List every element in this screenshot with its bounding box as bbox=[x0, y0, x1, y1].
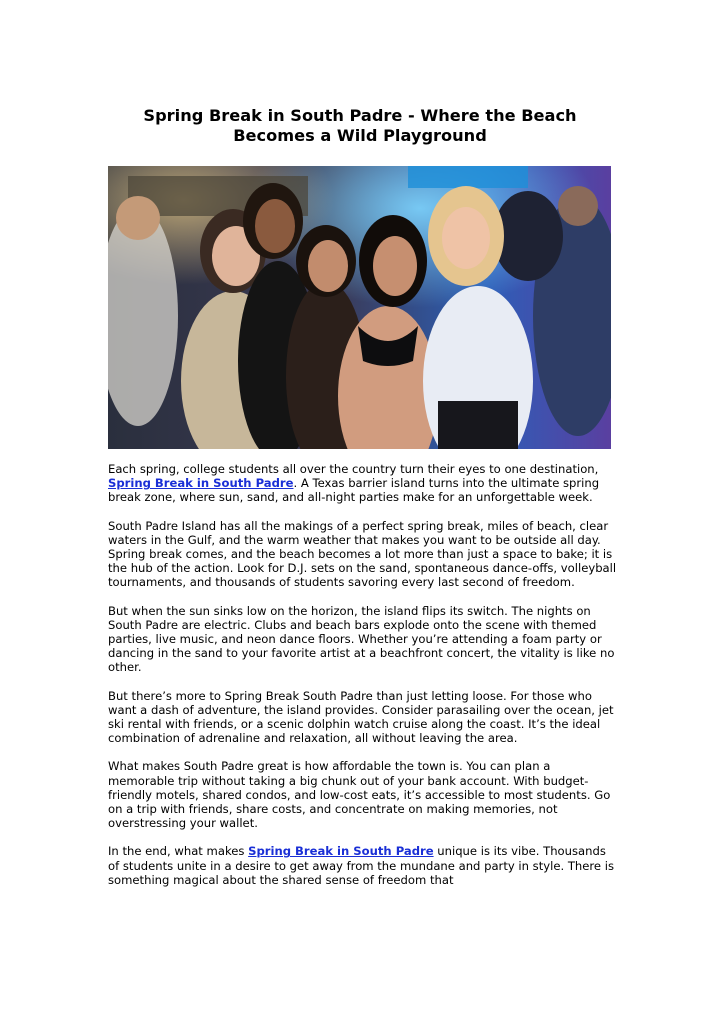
page-title: Spring Break in South Padre - Where the Beach Becomes a Wild Playground bbox=[143, 106, 577, 145]
paragraph-nightlife: But when the sun sinks low on the horizon, the island flips its switch. The nights on South Padre are electric. Clubs and beach bars explode onto the scene with themed parties, live music, and neon dance floors. Whether you’re attending a foam party or dancing in the sand to your favorite artist at a beachfront concert, the vitality is like no other. bbox=[108, 603, 615, 675]
paragraph-intro bbox=[108, 462, 620, 505]
spring-break-link[interactable]: Spring Break in South Padre bbox=[108, 476, 294, 491]
paragraph-affordable: What makes South Padre great is how affordable the town is. You can plan a memorable trip without taking a big chunk out of your bank account. With budget-friendly motels, shared condos, and low-cost eats, it’s accessible to most students. Go on a trip with friends, share costs, and concentrate on making memories, not overstressing your wallet. bbox=[108, 759, 611, 831]
paragraph-adventure: But there’s more to Spring Break South Padre than just letting loose. For those who want a dash of adventure, the island provides. Consider parasailing over the ocean, jet ski rental with friends, or a scenic dolphin watch cruise along the coast. It’s the ideal combination of adrenaline and relaxation, all without leaving the area. bbox=[108, 688, 614, 746]
party-photo bbox=[108, 166, 611, 449]
paragraph-beach: South Padre Island has all the makings of a perfect spring break, miles of beach, clear waters in the Gulf, and the warm weather that makes you want to be outside all day. Spring break comes, and the beach becomes a lot more than just a space to bake; it is the hub of the action. Look for D.J. sets on the sand, spontaneous dance-offs, volleyball tournaments, and thousands of students savoring every last second of freedom. bbox=[108, 518, 617, 590]
article-photo bbox=[108, 166, 611, 449]
spring-break-link[interactable]: Spring Break in South Padre bbox=[248, 844, 434, 859]
paragraph-text: In the end, what makes bbox=[108, 844, 249, 859]
paragraph-text: . A Texas barrier island turns into the ultimate spring break zone, where sun, sand, and all-night parties make for an unforgettable week. bbox=[108, 476, 600, 505]
paragraph-text: unique is its vibe. Thousands of students unite in a desire to get away from the mundane and party in style. There is something magical about the shared sense of freedom that bbox=[108, 844, 614, 887]
paragraph-conclusion bbox=[108, 844, 620, 887]
paragraph-text: Each spring, college students all over the country turn their eyes to one destination, bbox=[108, 462, 599, 476]
article-body bbox=[108, 462, 620, 901]
